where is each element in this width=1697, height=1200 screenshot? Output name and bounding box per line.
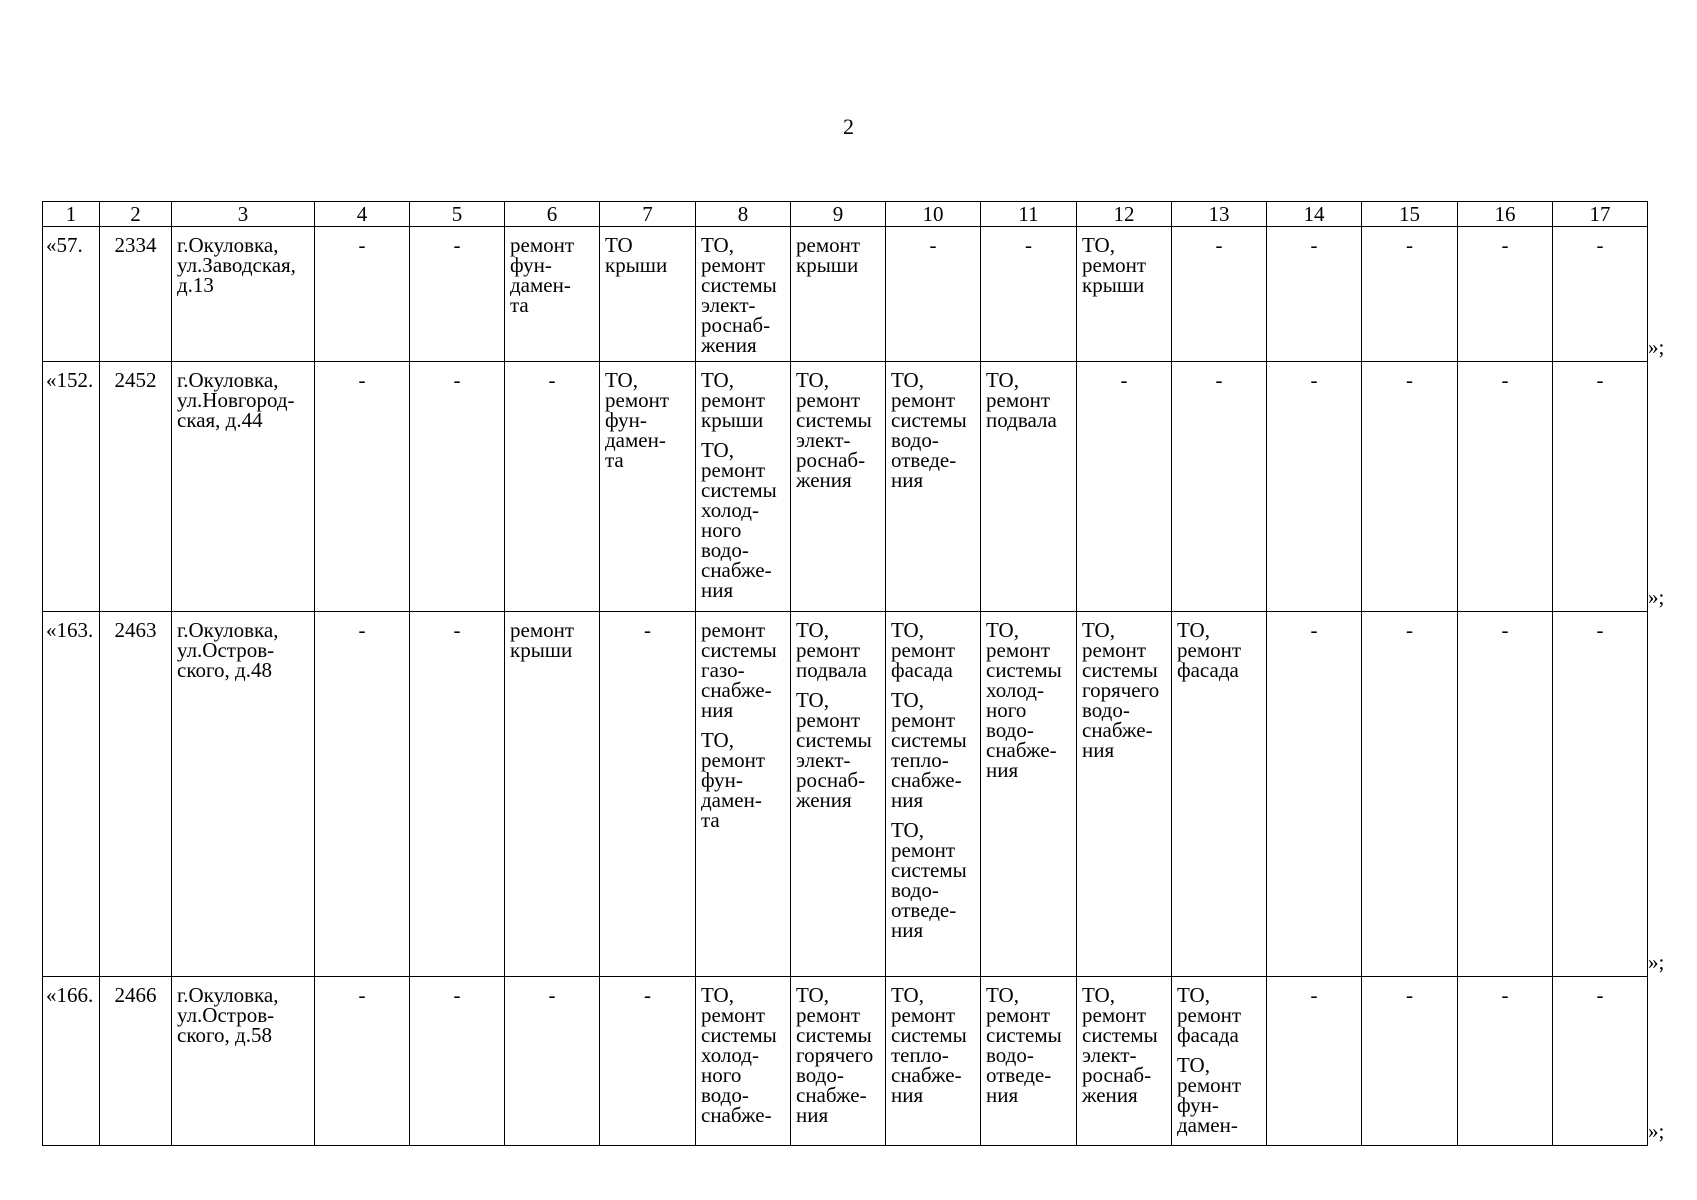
work-item-line: ТО, [891, 818, 924, 842]
cell-col-6 [505, 612, 600, 977]
work-item-line: отведе- [891, 898, 957, 922]
work-item [701, 730, 785, 830]
work-item-line: ТО, [796, 368, 829, 392]
work-item-line: системы [891, 858, 967, 882]
cell-col-12 [1077, 612, 1172, 977]
cell-col-17: - [1553, 362, 1648, 612]
work-item [986, 985, 1071, 1105]
cell-col-7 [600, 227, 696, 362]
table-row [43, 977, 1648, 1146]
cell-col-11: - [981, 227, 1077, 362]
work-item-line: системы [891, 1023, 967, 1047]
cell-col-2: 2452 [100, 362, 172, 612]
work-item-line: фун- [701, 768, 743, 792]
work-item [701, 440, 785, 600]
work-item-line: горячего [1082, 678, 1160, 702]
work-item [891, 820, 975, 940]
work-item [605, 235, 690, 275]
cell-col-16: - [1458, 612, 1553, 977]
work-item [701, 620, 785, 720]
cell-col-12 [1077, 227, 1172, 362]
work-item [701, 235, 785, 355]
work-item-line: ремонт [1082, 638, 1147, 662]
work-item-line: системы [1082, 1023, 1158, 1047]
work-item-line: снабже- [701, 558, 772, 582]
work-item-line: ремонт [986, 638, 1051, 662]
column-header-9: 9 [791, 202, 886, 227]
work-item-line: ремонт [891, 708, 956, 732]
work-item-line: ремонт [1082, 1003, 1147, 1027]
cell-col-2: 2466 [100, 977, 172, 1146]
cell-col-9 [791, 612, 886, 977]
cell-col-10: - [886, 227, 981, 362]
work-item-line: ТО, [1082, 618, 1115, 642]
work-item-line: фун- [510, 253, 552, 277]
cell-col-1: «57. [43, 227, 100, 362]
cell-col-16: - [1458, 227, 1553, 362]
cell-col-4: - [315, 612, 410, 977]
work-item-line: роснаб- [796, 448, 866, 472]
cell-col-17: - [1553, 227, 1648, 362]
address-line: г.Окуловка, [177, 368, 279, 392]
work-item-line: та [510, 293, 529, 317]
work-item-line: ния [891, 918, 924, 942]
work-item-line: ремонт [1177, 1073, 1242, 1097]
work-item-line: водо- [701, 538, 749, 562]
cell-col-12: - [1077, 362, 1172, 612]
cell-col-17: - [1553, 612, 1648, 977]
work-item [510, 235, 594, 315]
work-item-line: системы [986, 1023, 1062, 1047]
work-item-line: крыши [1082, 273, 1145, 297]
work-item-line: водо- [891, 878, 939, 902]
work-item-line: ТО, [986, 368, 1019, 392]
cell-col-9 [791, 977, 886, 1146]
column-header-3: 3 [172, 202, 315, 227]
column-header-14: 14 [1267, 202, 1362, 227]
work-item-line: элект- [796, 428, 851, 452]
work-item-line: дамен- [1177, 1113, 1238, 1137]
cell-col-5: - [410, 362, 505, 612]
work-item-line: холод- [986, 678, 1044, 702]
work-item-line: системы [891, 408, 967, 432]
work-item [891, 690, 975, 810]
cell-col-1: «163. [43, 612, 100, 977]
work-item-line: крыши [605, 253, 668, 277]
work-item-line: ремонт [796, 1003, 861, 1027]
work-item-line: ТО, [701, 368, 734, 392]
work-item-line: водо- [701, 1083, 749, 1107]
address-line: ского, д.48 [177, 658, 272, 682]
work-item-line: холод- [701, 1043, 759, 1067]
work-item-line: ТО, [986, 983, 1019, 1007]
work-item [1177, 985, 1261, 1045]
work-item-line: снабже- [701, 1103, 772, 1127]
work-item-line: системы [796, 728, 872, 752]
column-header-8: 8 [696, 202, 791, 227]
work-item-line: системы [796, 408, 872, 432]
work-item [891, 985, 975, 1105]
table-row [43, 612, 1648, 977]
work-item-line: роснаб- [1082, 1063, 1152, 1087]
row-end-mark: »; [1648, 584, 1665, 609]
work-item-line: ния [1082, 738, 1115, 762]
cell-col-4: - [315, 227, 410, 362]
work-item [796, 620, 880, 680]
cell-col-5: - [410, 977, 505, 1146]
table-row [43, 362, 1648, 612]
work-item-line: ния [986, 758, 1019, 782]
address-line: ского, д.58 [177, 1023, 272, 1047]
work-item-line: системы [701, 638, 777, 662]
address-line: ская, д.44 [177, 408, 263, 432]
cell-col-7 [600, 362, 696, 612]
work-item [891, 370, 975, 490]
work-item-line: ТО, [891, 368, 924, 392]
cell-col-9 [791, 227, 886, 362]
work-item-line: ния [891, 788, 924, 812]
page-number: 2 [843, 114, 854, 139]
work-item-line: ремонт [701, 458, 766, 482]
work-item-line: газо- [701, 658, 745, 682]
work-item-line: снабже- [796, 1083, 867, 1107]
cell-col-13: - [1172, 362, 1267, 612]
work-item-line: ного [701, 1063, 742, 1087]
column-header-4: 4 [315, 202, 410, 227]
work-item-line: дамен- [605, 428, 666, 452]
address-line: г.Окуловка, [177, 233, 279, 257]
work-item-line: ремонт [796, 638, 861, 662]
address-line: ул.Остров- [177, 1003, 275, 1027]
table-row [43, 227, 1648, 362]
cell-col-13: - [1172, 227, 1267, 362]
cell-col-3 [172, 977, 315, 1146]
cell-col-14: - [1267, 612, 1362, 977]
work-item [510, 620, 594, 660]
column-header-5: 5 [410, 202, 505, 227]
column-header-2: 2 [100, 202, 172, 227]
cell-col-3 [172, 612, 315, 977]
address-line: ул.Новгород- [177, 388, 295, 412]
cell-col-12 [1077, 977, 1172, 1146]
work-item [605, 370, 690, 470]
work-item-line: горячего [796, 1043, 874, 1067]
work-item-line: роснаб- [796, 768, 866, 792]
work-item-line: ремонт [1177, 1003, 1242, 1027]
work-item-line: ремонт [510, 618, 575, 642]
cell-col-8 [696, 612, 791, 977]
cell-col-6: - [505, 362, 600, 612]
work-item-line: ТО, [1177, 1053, 1210, 1077]
work-item-line: ремонт [701, 253, 766, 277]
work-item [796, 370, 880, 490]
work-item-line: ТО, [701, 983, 734, 1007]
cell-col-15: - [1362, 362, 1458, 612]
work-item [1082, 985, 1166, 1105]
column-header-6: 6 [505, 202, 600, 227]
work-item-line: ремонт [510, 233, 575, 257]
cell-col-8 [696, 977, 791, 1146]
work-item [1177, 620, 1261, 680]
work-item-line: ремонт [796, 708, 861, 732]
work-item [796, 690, 880, 810]
work-item-line: отведе- [891, 448, 957, 472]
work-item-line: ремонт [1082, 253, 1147, 277]
address-line: ул.Остров- [177, 638, 275, 662]
column-header-13: 13 [1172, 202, 1267, 227]
cell-col-9 [791, 362, 886, 612]
work-item-line: фасада [1177, 1023, 1239, 1047]
work-item-line: ТО, [796, 983, 829, 1007]
work-item [1177, 1055, 1261, 1135]
cell-col-8 [696, 362, 791, 612]
cell-col-4: - [315, 977, 410, 1146]
work-item-line: ния [701, 578, 734, 602]
cell-col-4: - [315, 362, 410, 612]
work-item-line: ремонт [701, 748, 766, 772]
cell-col-2: 2334 [100, 227, 172, 362]
work-item-line: фун- [1177, 1093, 1219, 1117]
cell-col-14: - [1267, 977, 1362, 1146]
work-item-line: ТО, [605, 368, 638, 392]
column-header-1: 1 [43, 202, 100, 227]
work-item-line: фасада [1177, 658, 1239, 682]
work-item-line: дамен- [701, 788, 762, 812]
cell-col-15: - [1362, 612, 1458, 977]
work-item-line: системы [701, 478, 777, 502]
cell-col-16: - [1458, 362, 1553, 612]
work-item-line: ного [701, 518, 742, 542]
work-item-line: фун- [605, 408, 647, 432]
cell-col-10 [886, 362, 981, 612]
cell-col-8 [696, 227, 791, 362]
column-header-7: 7 [600, 202, 696, 227]
cell-col-2: 2463 [100, 612, 172, 977]
work-item-line: снабже- [1082, 718, 1153, 742]
work-item-line: водо- [891, 428, 939, 452]
cell-col-11 [981, 977, 1077, 1146]
work-item [986, 370, 1071, 430]
cell-col-14: - [1267, 362, 1362, 612]
work-item-line: ТО, [701, 728, 734, 752]
work-item [986, 620, 1071, 780]
work-item [891, 620, 975, 680]
column-header-17: 17 [1553, 202, 1648, 227]
work-item-line: ТО, [701, 233, 734, 257]
work-item-line: ного [986, 698, 1027, 722]
cell-col-7: - [600, 977, 696, 1146]
work-item-line: ТО, [1082, 983, 1115, 1007]
work-item-line: та [701, 808, 720, 832]
address-line: ул.Заводская, [177, 253, 296, 277]
work-item-line: жения [701, 333, 757, 357]
work-item-line: ремонт [891, 838, 956, 862]
work-item-line: ремонт [986, 1003, 1051, 1027]
cell-col-5: - [410, 612, 505, 977]
work-item-line: тепло- [891, 748, 949, 772]
work-item-line: ремонт [1177, 638, 1242, 662]
header-row [43, 202, 1648, 227]
work-item-line: ремонт [701, 388, 766, 412]
work-item-line: ТО, [891, 688, 924, 712]
work-item-line: ремонт [701, 1003, 766, 1027]
work-item-line: ТО, [891, 618, 924, 642]
cell-col-5: - [410, 227, 505, 362]
work-item-line: крыши [796, 253, 859, 277]
cell-col-13 [1172, 977, 1267, 1146]
work-item-line: дамен- [510, 273, 571, 297]
work-item-line: ремонт [891, 638, 956, 662]
row-end-mark: »; [1648, 1118, 1665, 1143]
address-line: г.Окуловка, [177, 618, 279, 642]
work-item-line: ремонт [605, 388, 670, 412]
work-item-line: та [605, 448, 624, 472]
work-item-line: ТО, [891, 983, 924, 1007]
work-item-line: подвала [986, 408, 1057, 432]
work-item-line: ремонт [891, 388, 956, 412]
work-item [1082, 620, 1166, 760]
work-item-line: снабже- [891, 1063, 962, 1087]
address-line: г.Окуловка, [177, 983, 279, 1007]
work-item-line: водо- [986, 718, 1034, 742]
work-item-line: снабже- [891, 768, 962, 792]
cell-col-10 [886, 612, 981, 977]
work-item-line: крыши [510, 638, 573, 662]
work-item-line: крыши [701, 408, 764, 432]
work-item-line: ния [796, 1103, 829, 1127]
address-line: д.13 [177, 273, 214, 297]
work-item-line: подвала [796, 658, 867, 682]
work-item-line: ремонт [701, 618, 766, 642]
work-item-line: жения [796, 468, 852, 492]
work-item-line: ремонт [891, 1003, 956, 1027]
work-item-line: элект- [701, 293, 756, 317]
column-header-12: 12 [1077, 202, 1172, 227]
cell-col-6 [505, 227, 600, 362]
work-item-line: системы [701, 273, 777, 297]
work-item [796, 235, 880, 275]
work-item-line: элект- [1082, 1043, 1137, 1067]
work-item-line: фасада [891, 658, 953, 682]
work-item-line: ремонт [986, 388, 1051, 412]
work-item-line: элект- [796, 748, 851, 772]
work-item-line: ремонт [796, 388, 861, 412]
work-item-line: ния [891, 1083, 924, 1107]
work-item-line: водо- [796, 1063, 844, 1087]
cell-col-7: - [600, 612, 696, 977]
work-item-line: ТО, [986, 618, 1019, 642]
work-item-line: ТО, [701, 438, 734, 462]
cell-col-11 [981, 612, 1077, 977]
row-end-mark: »; [1648, 334, 1665, 359]
works-table [42, 201, 1648, 1146]
work-item-line: отведе- [986, 1063, 1052, 1087]
cell-col-1: «152. [43, 362, 100, 612]
work-item [1082, 235, 1166, 295]
cell-col-11 [981, 362, 1077, 612]
work-item-line: системы [701, 1023, 777, 1047]
work-item-line: системы [1082, 658, 1158, 682]
column-header-15: 15 [1362, 202, 1458, 227]
work-item-line: ния [986, 1083, 1019, 1107]
work-item-line: холод- [701, 498, 759, 522]
cell-col-14: - [1267, 227, 1362, 362]
work-item-line: жения [796, 788, 852, 812]
work-item-line: ния [701, 698, 734, 722]
cell-col-1: «166. [43, 977, 100, 1146]
work-item-line: ремонт [796, 233, 861, 257]
column-header-10: 10 [886, 202, 981, 227]
cell-col-3 [172, 227, 315, 362]
work-item-line: ния [891, 468, 924, 492]
work-item [701, 985, 785, 1125]
work-item-line: ТО, [796, 618, 829, 642]
cell-col-3 [172, 362, 315, 612]
cell-col-17: - [1553, 977, 1648, 1146]
work-item-line: водо- [986, 1043, 1034, 1067]
work-item-line: ТО [605, 233, 633, 257]
column-header-11: 11 [981, 202, 1077, 227]
cell-col-16: - [1458, 977, 1553, 1146]
work-item-line: ТО, [1082, 233, 1115, 257]
work-item-line: ТО, [1177, 983, 1210, 1007]
cell-col-10 [886, 977, 981, 1146]
work-item-line: жения [1082, 1083, 1138, 1107]
column-header-16: 16 [1458, 202, 1553, 227]
work-item-line: снабже- [701, 678, 772, 702]
cell-col-13 [1172, 612, 1267, 977]
work-item [796, 985, 880, 1125]
work-item-line: снабже- [986, 738, 1057, 762]
work-item-line: системы [986, 658, 1062, 682]
work-item-line: системы [796, 1023, 872, 1047]
work-item-line: водо- [1082, 698, 1130, 722]
work-item-line: тепло- [891, 1043, 949, 1067]
cell-col-6: - [505, 977, 600, 1146]
work-item [701, 370, 785, 430]
work-item-line: ТО, [796, 688, 829, 712]
row-end-mark: »; [1648, 949, 1665, 974]
work-item-line: ТО, [1177, 618, 1210, 642]
cell-col-15: - [1362, 977, 1458, 1146]
work-item-line: системы [891, 728, 967, 752]
cell-col-15: - [1362, 227, 1458, 362]
work-item-line: роснаб- [701, 313, 771, 337]
